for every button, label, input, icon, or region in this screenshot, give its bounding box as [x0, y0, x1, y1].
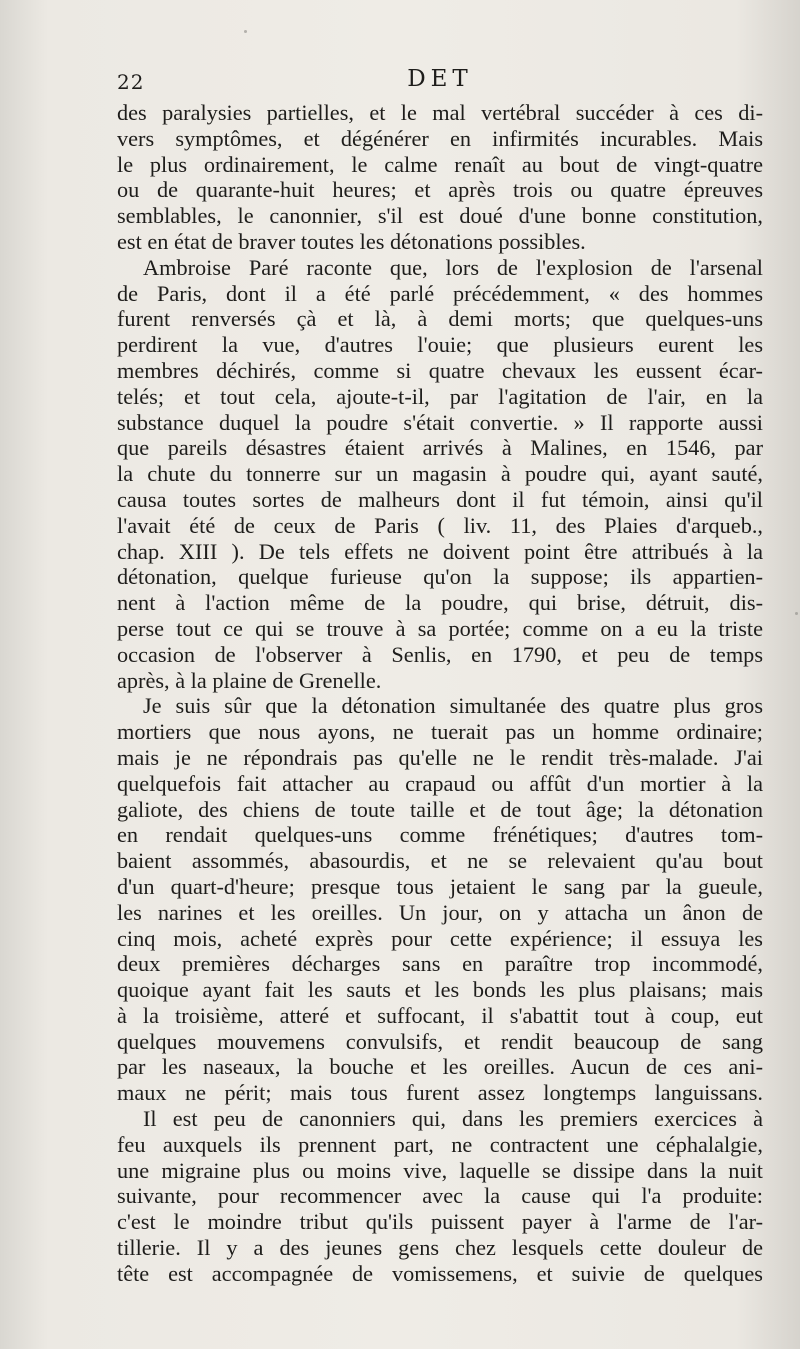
text-line: que pareils désastres étaient arrivés à Malines, en 1546, par [117, 435, 763, 461]
text-line: Il est peu de canonniers qui, dans les premiers exercices à [143, 1106, 763, 1132]
text-line: tête est accompagnée de vomissemens, et suivie de quelques [117, 1260, 763, 1286]
text-line: détonation, quelque furieuse qu'on la suppose; ils appartien- [117, 564, 763, 590]
text-line: le plus ordinairement, le calme renaît au bout de vingt-quatre [117, 151, 763, 177]
text-line: de Paris, dont il a été parlé précédemment, « des hommes [117, 280, 763, 306]
text-line: feu auxquels ils prennent part, ne contractent une céphalalgie, [117, 1131, 763, 1157]
text-line: telés; et tout cela, ajoute-t-il, par l'agitation de l'air, en la [117, 383, 763, 409]
text-line: substance duquel la poudre s'était convertie. » Il rapporte aussi [117, 409, 763, 435]
text-line: baient assommés, abasourdis, et ne se relevaient qu'au bout [117, 848, 763, 874]
running-head [117, 66, 763, 96]
text-line: les narines et les oreilles. Un jour, on y attacha un ânon de [117, 899, 763, 925]
paragraph-4 [117, 1106, 763, 1287]
text-line: par les naseaux, la bouche et les oreilles. Aucun de ces ani- [117, 1054, 763, 1080]
paper-speck [244, 30, 247, 33]
text-line: Je suis sûr que la détonation simultanée des quatre plus gros [143, 693, 763, 719]
text-line: occasion de l'observer à Senlis, en 1790, et peu de temps [117, 641, 763, 667]
text-line: quelques mouvemens convulsifs, et rendit beaucoup de sang [117, 1028, 763, 1054]
text-line: galiote, des chiens de toute taille et de tout âge; la détonation [117, 796, 763, 822]
text-line: est en état de braver toutes les détonations possibles. [117, 228, 586, 254]
text-line: deux premières décharges sans en paraître trop incommodé, [117, 951, 763, 977]
paper-speck [795, 612, 798, 615]
text-line: quelquefois fait attacher au crapaud ou affût d'un mortier à la [117, 770, 763, 796]
text-line: vers symptômes, et dégénérer en infirmités incurables. Mais [117, 125, 763, 151]
text-line: mortiers que nous ayons, ne tuerait pas un homme ordinaire; [117, 719, 763, 745]
text-line: l'avait été de ceux de Paris ( liv. 11, des Plaies d'arqueb., [117, 512, 763, 538]
text-line: à la troisième, atteré et suffocant, il s'abattit tout à coup, eut [117, 1002, 763, 1028]
text-line: quoique ayant fait les sauts et les bonds les plus plaisans; mais [117, 977, 763, 1003]
text-line: après, à la plaine de Grenelle. [117, 667, 382, 693]
text-line: c'est le moindre tribut qu'ils puissent payer à l'arme de l'ar- [117, 1209, 763, 1235]
text-line: d'un quart-d'heure; presque tous jetaient le sang par la gueule, [117, 873, 763, 899]
text-line: mais je ne répondrais pas qu'elle ne le rendit très-malade. J'ai [117, 744, 763, 770]
text-line: chap. XIII ). De tels effets ne doivent point être attribués à la [117, 538, 763, 564]
text-line: Ambroise Paré raconte que, lors de l'explosion de l'arsenal [143, 254, 763, 280]
page-number: 22 [117, 70, 145, 94]
text-line: semblables, le canonnier, s'il est doué d'une bonne constitution, [117, 203, 763, 229]
text-line: des paralysies partielles, et le mal vertébral succéder à ces di- [117, 100, 763, 125]
text-line: perse tout ce qui se trouve à sa portée; comme on a eu la triste [117, 615, 763, 641]
text-line: membres déchirés, comme si quatre chevaux les eussent écar- [117, 357, 763, 383]
text-line: maux ne périt; mais tous furent assez longtemps languissans. [117, 1080, 763, 1106]
running-title: DET [407, 66, 473, 92]
text-line: cinq mois, acheté exprès pour cette expérience; il essuya les [117, 925, 763, 951]
text-line: perdirent la vue, d'autres l'ouie; que plusieurs eurent les [117, 332, 763, 358]
text-line: tillerie. Il y a des jeunes gens chez lesquels cette douleur de [117, 1235, 763, 1261]
text-line: suivante, pour recommencer avec la cause qui l'a produite: [117, 1183, 763, 1209]
text-line: la chute du tonnerre sur un magasin à poudre qui, ayant sauté, [117, 461, 763, 487]
text-line: nent à l'action même de la poudre, qui brise, détruit, dis- [117, 590, 763, 616]
paragraph-2 [117, 255, 763, 694]
text-line: ou de quarante-huit heures; et après trois ou quatre épreuves [117, 177, 763, 203]
text-line: causa toutes sortes de malheurs dont il fut témoin, ainsi qu'il [117, 486, 763, 512]
body-text [117, 100, 763, 1287]
paragraph-1 [117, 100, 763, 255]
text-line: une migraine plus ou moins vive, laquelle se dissipe dans la nuit [117, 1157, 763, 1183]
text-line: furent renversés çà et là, à demi morts; que quelques-uns [117, 306, 763, 332]
text-line: en rendait quelques-uns comme frénétiques; d'autres tom- [117, 822, 763, 848]
paragraph-3 [117, 693, 763, 1106]
